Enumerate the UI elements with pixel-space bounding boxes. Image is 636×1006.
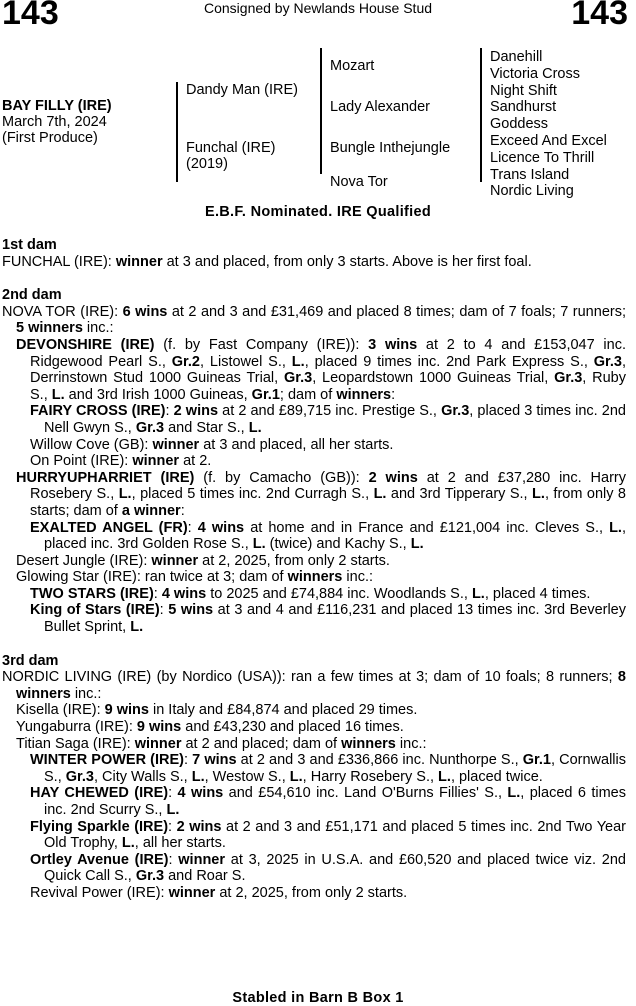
pedigree-entry	[30, 403, 626, 436]
bold-text: 5 winners	[16, 320, 83, 337]
bold-text: winners	[336, 386, 392, 403]
entry-text: :	[187, 519, 198, 536]
bold-text: DEVONSHIRE (IRE)	[16, 336, 155, 353]
bold-text: Gr.3	[283, 370, 313, 387]
pedigree-entry	[30, 437, 626, 454]
entry-text: at 3 and 4 and £116,231 and placed 13 times inc. 3rd Beverley Bullet Sprint,	[44, 602, 626, 636]
produce-note: (First Produce)	[2, 130, 98, 146]
bold-text: 9 wins	[136, 719, 182, 736]
bold-text: TWO STARS (IRE)	[30, 585, 154, 602]
entry-text: , Derrinstown Stud 1000 Guineas Trial,	[30, 353, 627, 387]
pedigree-entry	[30, 520, 626, 553]
ggp-name: Danehill	[490, 49, 543, 65]
horse-name: BAY FILLY (IRE)	[2, 98, 112, 114]
bold-text: HAY CHEWED (IRE)	[30, 785, 169, 802]
entry-text: at 2 and 3 and £51,171 and placed 5 times inc. 2nd Two Year Old Trophy,	[44, 818, 627, 852]
ggp-name: Nordic Living	[490, 183, 574, 200]
pedigree-entry	[2, 304, 626, 337]
entry-text: , all her starts.	[134, 835, 226, 852]
ggp-name: Trans Island	[490, 166, 570, 183]
pedigree-entry	[16, 719, 626, 736]
bold-text: Gr.3	[554, 370, 583, 387]
pedigree-entry	[2, 254, 626, 271]
entry-text: , Westow S.,	[204, 768, 290, 785]
sire-dam: Lady Alexander	[330, 99, 430, 115]
pedigree-entry	[2, 669, 626, 702]
bold-text: L.	[51, 386, 65, 403]
entry-text: Willow Cove (GB):	[30, 436, 153, 453]
entry-text: in Italy and £84,874 and placed 29 times.	[148, 702, 418, 719]
pedigree-entry	[30, 602, 626, 635]
entry-text: and Roar S.	[164, 868, 246, 885]
entry-text: On Point (IRE):	[30, 453, 133, 470]
bold-text: 9 wins	[104, 702, 149, 719]
bold-text: a winner	[121, 502, 181, 519]
entry-text: :	[168, 851, 179, 868]
bold-text: WINTER POWER (IRE)	[30, 752, 185, 769]
entry-text: at 2 and £89,715 inc. Prestige S.,	[218, 403, 442, 420]
bold-text: winner	[115, 253, 163, 270]
bold-text: L.	[532, 486, 545, 503]
entry-text: Glowing Star (IRE): ran twice at 3; dam of	[16, 569, 288, 586]
bold-text: winner	[132, 453, 180, 470]
entry-text: , Listowel S.,	[200, 353, 292, 370]
consignor: Consigned by Newlands House Stud	[203, 0, 433, 16]
ggp-name: Victoria Cross	[490, 65, 580, 82]
section-heading: 2nd dam	[2, 287, 62, 304]
entry-text: , placed 6 times inc. 2nd Scurry S.,	[44, 785, 626, 818]
bold-text: winner	[152, 436, 200, 453]
bold-text: winners	[287, 569, 343, 586]
entry-text: , placed twice.	[450, 768, 543, 785]
bold-text: winner	[151, 552, 199, 569]
bold-text: L.	[248, 419, 262, 436]
entry-text: at 2 to 4 and £153,047 inc. Ridgewood Pearl S.,	[30, 336, 626, 370]
entry-text: at home and in France and £121,004 inc. Cleves S.,	[244, 519, 610, 536]
great-grandparents	[490, 49, 607, 200]
entry-text: , placed 3 times inc. 2nd Nell Gwyn S.,	[44, 403, 626, 436]
bold-text: Gr.1	[522, 752, 551, 769]
bold-text: L.	[191, 768, 205, 785]
bold-text: Gr.3	[441, 403, 470, 420]
entry-text: :	[180, 502, 185, 519]
entry-text: , City Walls S.,	[93, 768, 192, 785]
entry-text: (f. by Fast Company (IRE)):	[154, 336, 369, 353]
nominations: E.B.F. Nominated. IRE Qualified	[204, 204, 432, 220]
pedigree-entry	[30, 885, 626, 902]
bold-text: L.	[507, 785, 521, 802]
bold-text: HURRYUPHARRIET (IRE)	[16, 469, 195, 486]
bold-text: winner	[178, 851, 226, 868]
dam-sire: Bungle Inthejungle	[330, 140, 451, 156]
entry-text: and 3rd Irish 1000 Guineas,	[64, 386, 252, 403]
bold-text: 2 wins	[176, 818, 222, 835]
pedigree-bracket-3	[480, 48, 482, 182]
pedigree-entry	[30, 586, 626, 603]
lot-number-right: 143	[571, 0, 628, 32]
bold-text: winners	[341, 735, 396, 752]
entry-text: :	[165, 403, 174, 420]
entry-text: (f. by Camacho (GB)):	[194, 469, 369, 486]
entry-text: :	[391, 386, 396, 403]
bold-text: Ortley Avenue (IRE)	[30, 851, 169, 868]
bold-text: L.	[118, 486, 132, 503]
bold-text: 4 wins	[197, 519, 245, 536]
entry-text: Kisella (IRE):	[16, 702, 105, 719]
pedigree-entry	[16, 470, 626, 520]
bold-text: 7 wins	[192, 752, 237, 769]
bold-text: 4 wins	[161, 585, 207, 602]
pedigree-entry	[16, 569, 626, 586]
bold-text: winner	[134, 735, 182, 752]
pedigree-entry	[16, 736, 626, 753]
entry-text: , from only 8 starts; dam of	[30, 486, 626, 519]
pedigree-entry	[30, 852, 626, 885]
bold-text: L.	[291, 353, 305, 370]
bold-text: L.	[609, 519, 622, 536]
entry-text: FUNCHAL (IRE):	[2, 253, 116, 270]
bold-text: L.	[130, 619, 144, 636]
pedigree-bracket-1	[176, 82, 178, 182]
entry-text: inc.:	[395, 735, 427, 752]
pedigree-entry	[30, 785, 626, 818]
section-heading: 3rd dam	[2, 652, 59, 669]
entry-text: NORDIC LIVING (IRE) (by Nordico (USA)): ran a few times at 3; dam of 10 foals; 8 runners;	[2, 669, 618, 686]
bold-text: 5 wins	[168, 602, 214, 619]
bold-text: winner	[168, 884, 216, 901]
pedigree-entry	[16, 337, 626, 403]
bold-text: Gr.3	[593, 353, 622, 370]
bold-text: L.	[166, 802, 180, 818]
bold-text: 2 wins	[173, 403, 219, 420]
bold-text: 6 wins	[122, 303, 168, 320]
ggp-name: Licence To Thrill	[490, 149, 595, 166]
entry-text: Desert Jungle (IRE):	[16, 552, 152, 569]
pedigree-entry	[30, 819, 626, 852]
entry-text: Titian Saga (IRE):	[16, 735, 135, 752]
entry-text: NOVA TOR (IRE):	[2, 303, 123, 320]
entry-text: inc.:	[82, 320, 114, 337]
bold-text: L.	[410, 536, 424, 553]
bold-text: Flying Sparkle (IRE)	[30, 818, 169, 835]
entry-text: Yungaburra (IRE):	[16, 719, 137, 736]
entry-text: at 2.	[179, 453, 212, 470]
ggp-name: Night Shift	[490, 82, 557, 99]
entry-text: at 2, 2025, from only 2 starts.	[198, 552, 390, 569]
bold-text: 3 wins	[368, 336, 418, 353]
entry-text: and £54,610 inc. Land O'Burns Fillies' S.,	[223, 785, 508, 802]
entry-text: Revival Power (IRE):	[30, 884, 169, 901]
entry-text: at 3, 2025 in U.S.A. and £60,520 and placed twice viz. 2nd Quick Call S.,	[44, 851, 626, 885]
entry-text: , Harry Rosebery S.,	[302, 768, 439, 785]
ggp-name: Goddess	[490, 116, 549, 133]
entry-text: ; dam of	[279, 386, 337, 403]
entry-text: at 2 and £37,280 inc. Harry Rosebery S.,	[30, 469, 626, 503]
entry-text: , Leopardstown 1000 Guineas Trial,	[312, 370, 555, 387]
entry-text: inc.:	[342, 569, 373, 586]
pedigree-entry	[16, 702, 626, 719]
bold-text: L.	[252, 536, 266, 553]
pedigree-entry	[30, 453, 626, 470]
bold-text: L.	[289, 768, 303, 785]
entry-text: and £43,230 and placed 16 times.	[181, 719, 404, 736]
dam-dam: Nova Tor	[330, 174, 388, 190]
bold-text: Gr.3	[135, 868, 165, 885]
bold-text: Gr.1	[251, 386, 280, 403]
bold-text: L.	[373, 486, 387, 503]
entry-text: , Ruby S.,	[30, 370, 626, 403]
bold-text: L.	[471, 585, 485, 602]
bold-text: Gr.2	[171, 353, 200, 370]
stabling-info: Stabled in Barn B Box 1	[232, 990, 404, 1006]
entry-text: , placed 5 times inc. 2nd Curragh S.,	[131, 486, 374, 503]
entry-text: at 2 and 3 and £336,866 inc. Nunthorpe S.,	[236, 752, 523, 769]
ggp-name: Sandhurst	[490, 99, 557, 116]
entry-text: :	[159, 602, 169, 619]
entry-text: :	[168, 818, 177, 835]
bold-text: 2 wins	[368, 469, 418, 486]
entry-text: , placed 4 times.	[484, 585, 591, 602]
entry-text: , placed 9 times inc. 2nd Park Express S.,	[304, 353, 594, 370]
pedigree-bracket-2	[320, 48, 322, 174]
catalogue-body	[2, 237, 626, 902]
entry-text: at 3 and placed, from only 3 starts. Above is her first foal.	[162, 253, 532, 270]
dam-year: (2019)	[186, 156, 228, 172]
entry-text: at 2 and 3 and £31,469 and placed 8 times; dam of 7 foals; 7 runners;	[167, 303, 626, 320]
foaling-date: March 7th, 2024	[2, 114, 107, 130]
bold-text: Gr.3	[135, 419, 165, 436]
entry-text: and 3rd Tipperary S.,	[386, 486, 533, 503]
bold-text: Gr.3	[65, 768, 94, 785]
ggp-name: Exceed And Excel	[490, 132, 607, 149]
dam-name: Funchal (IRE)	[186, 140, 276, 156]
lot-number-left: 143	[2, 0, 59, 32]
entry-text: at 2 and placed; dam of	[181, 735, 342, 752]
bold-text: L.	[438, 768, 451, 785]
entry-text: and Star S.,	[164, 419, 249, 436]
sire-sire: Mozart	[330, 58, 375, 74]
entry-text: , Cornwallis S.,	[44, 752, 626, 785]
entry-text: :	[168, 785, 178, 802]
bold-text: 4 wins	[177, 785, 224, 802]
entry-text: (twice) and Kachy S.,	[265, 536, 411, 553]
pedigree-entry	[30, 752, 626, 785]
entry-text: at 3 and placed, all her starts.	[199, 436, 394, 453]
pedigree-entry	[16, 553, 626, 570]
entry-text: :	[153, 585, 162, 602]
entry-text: :	[184, 752, 193, 769]
entry-text: inc.:	[70, 685, 102, 702]
bold-text: L.	[121, 835, 135, 852]
sire: Dandy Man (IRE)	[186, 82, 299, 98]
bold-text: 8 winners	[16, 669, 626, 702]
entry-text: at 2, 2025, from only 2 starts.	[215, 884, 408, 901]
bold-text: FAIRY CROSS (IRE)	[30, 403, 166, 420]
horse-info	[2, 98, 112, 146]
bold-text: King of Stars (IRE)	[30, 602, 160, 619]
entry-text: to 2025 and £74,884 inc. Woodlands S.,	[206, 585, 472, 602]
entry-text: , placed inc. 3rd Golden Rose S.,	[44, 519, 626, 553]
bold-text: EXALTED ANGEL (FR)	[30, 519, 188, 536]
section-heading: 1st dam	[2, 237, 57, 253]
